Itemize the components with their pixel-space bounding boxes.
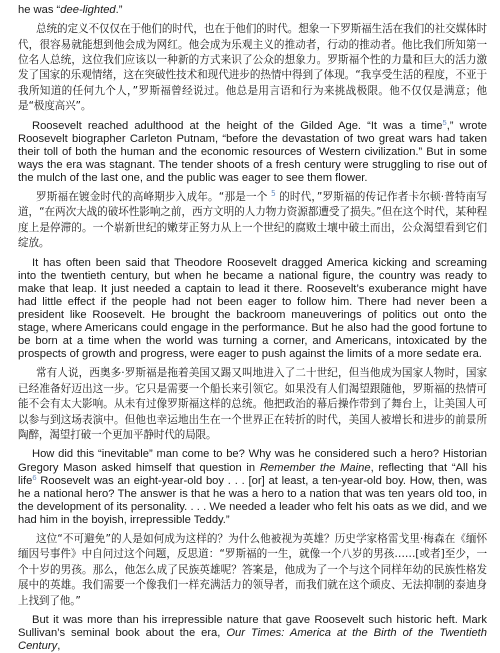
paragraph-zh-3 [18,190,487,252]
text-run: Roosevelt was an eight-year-old boy . . . [or] at least, a ten-year-old boy. How, then, was he a national hero? The answer is that he was a hero to a nation that was ten years old too, in the development of its personality. . . . We needed a leader who felt his oats as we did, and we had him in the boyish, irrepressible Teddy.” [18,474,487,526]
paragraph-en-6 [18,448,487,527]
footnote-marker[interactable]: 6 [32,472,37,482]
paragraph-zh-1: 总统的定义不仅仅在于他们的时代，也在于他们的时代。想象一下罗斯福生活在我们的社交媒体时代，很容易就能想到他会成为网红。他会成为乐观主义的推动者，行动的推动者。他比我们所知第一位名人总统，这位我们应该以一种新的方式来识了公众的想象力。罗斯福个性的力量和巨大的活力激发了国家的乐观情绪，这在突破性技术和现代进步的热情中得到了体现。“我享受生活的程度，不亚于我所知道的任何九个人，”罗斯福曾经说过。他总是用言语和行为来挑战极限。他不仅仅是满意；他是“极度高兴”。 [18,23,487,113]
text-run: But it was more than his irrepressible nature that gave Roosevelt such historic heft. Mark Sullivan’s seminal book about the era, [18,614,487,640]
text-run: 的时代，”罗斯福的传记作者卡尔顿·普特南写道，“在两次大战的破坏性影响之前，西方文明的人力物力资源都遭受了损失。”但在这个时代，某种程度上是停滞的。一个崭新世纪的嫩芽正努力从上一个世纪的腐败土壤中破土而出，公众渴望看到它们绽放。 [18,191,488,250]
text-run: .” [115,4,123,16]
paragraph-continuation [18,4,487,17]
text-run: , reflecting that “All his life [18,461,487,487]
emphasis-text: dee-lighted [60,4,116,16]
footnote-marker[interactable]: 5 [270,189,276,198]
text-run: ,” wrote Roosevelt biographer Carleton Putnam, “before the devastation of two great wars had taken their toll of both the human and the economic resources of Western civilization.” But in some ways the era was stagnant. The tender shoots of a fresh century were struggling to rise out of the mulch of the last one, and the public was eager to see them flower. [18,119,487,184]
paragraph-en-4: It has often been said that Theodore Roosevelt dragged America kicking and screaming into the twentieth century, but when he became a national figure, the country was ready to make that leap. It just needed a captain to lead it there. Roosevelt’s exuberance might have had little effect if the people had not been eager to follow him. There had never been a president like Roosevelt. He brought the backroom maneuverings of politics out onto the stage, where Americans could engage in the performance. But he also had the good fortune to be born at a time when the world was turning a corner, and Americans, intoxicated by the prospects of growth and progress, were eager to push against the limits of a more sedate era. [18,256,487,361]
paragraph-en-2 [18,117,487,185]
footnote-marker[interactable]: 5 [442,117,447,127]
paragraph-zh-7: 这位“不可避免”的人是如何成为这样的？为什么他被视为英雄？历史学家格雷戈里·梅森在《缅怀缅因号事件》中自问过这个问题，反思道：“罗斯福的一生，就像一个八岁的男孩……[或者]至少，一个十岁的男孩。那么，他怎么成了民族英雄呢？答案是，他成为了一个与这个同样年幼的民族性格发展中的英雄。我们需要一个像我们一样充满活力的领导者，而我们就在这个顽皮、无法抑制的泰迪身上找到了他。” [18,532,487,607]
book-title: Our Times: America at the Birth of the Twentieth Century [18,627,487,653]
text-run: Roosevelt reached adulthood at the height of the Gilded Age. “It was a time [32,119,443,132]
paragraph-zh-5: 常有人说，西奥多·罗斯福是拖着美国又踢又叫地进入了二十世纪，但当他成为国家人物时，国家已经准备好迈出这一步。它只是需要一个船长来引领它。如果没有人们渴望跟随他，罗斯福的热情可能不会有太大影响。从未有过像罗斯福这样的总统。他把政治的幕后操作带到了舞台上，让美国人可以参与到这场表演中。但他也幸运地出生在一个世界正在转折的时代，美国人被增长和进步的前景所陶醉，渴望打破一个更加平静时代的局限。 [18,367,487,441]
text-run: 罗斯福在镀金时代的高峰期步入成年。“那是一个 [36,191,268,203]
text-run: How did this “inevitable” man come to be? Why was he considered such a hero? Historian Gregory Mason asked himself that question in [18,448,487,474]
text-run: , [57,640,61,653]
book-title: Remember the Maine [259,461,371,474]
text-run: he was “ [18,4,61,16]
